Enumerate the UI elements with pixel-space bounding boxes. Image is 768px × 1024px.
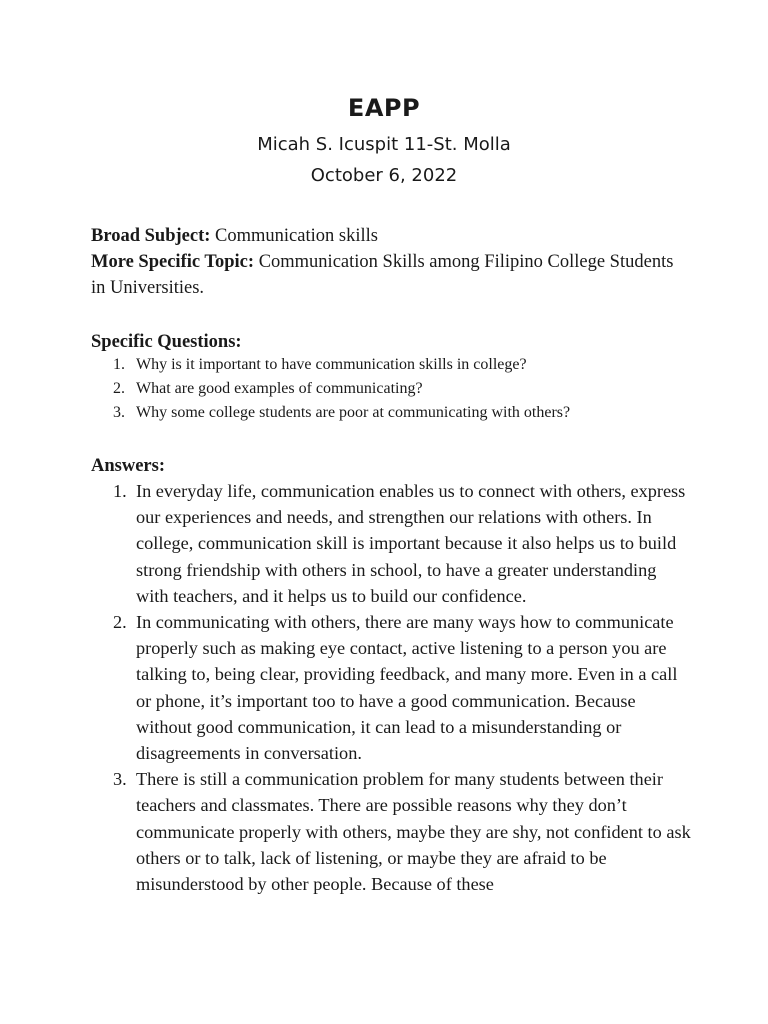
- broad-subject-label: Broad Subject:: [91, 226, 211, 246]
- document-title: EAPP: [347, 94, 421, 122]
- question-item: [91, 401, 691, 425]
- specific-topic-label: More Specific Topic:: [91, 252, 255, 272]
- answers-list: [91, 478, 691, 897]
- answers-heading: Answers:: [91, 456, 165, 476]
- broad-subject-value: Communication skills: [215, 226, 378, 246]
- question-text: Why is it important to have communication skills in college?: [136, 356, 527, 373]
- specific-topic-line: [91, 249, 691, 301]
- question-text: Why some college students are poor at communicating with others?: [136, 404, 571, 421]
- questions-list: [91, 353, 691, 425]
- answer-number: 2.: [113, 612, 127, 633]
- question-number: 3.: [113, 404, 125, 421]
- specific-topic-value: Communication Skills among Filipino College Students in Universities.: [91, 252, 674, 298]
- answer-item: [91, 609, 691, 766]
- question-item: [91, 377, 691, 401]
- answer-item: [91, 478, 691, 609]
- author-line: Micah S. Icuspit 11-St. Molla: [257, 134, 511, 155]
- question-number: 2.: [113, 380, 125, 397]
- question-item: [91, 353, 691, 377]
- question-number: 1.: [113, 356, 125, 373]
- answer-item: [91, 766, 691, 897]
- answer-number: 3.: [113, 769, 127, 790]
- answer-text: There is still a communication problem for many students between their teachers and classmates. There are possible reasons why they don’t communicate properly with others, maybe they are shy, not confident to ask others or to talk, lack of listening, or maybe they are afraid to be misunderstood by other people. Because of these: [136, 769, 691, 895]
- answer-text: In communicating with others, there are many ways how to communicate properly such as making eye contact, active listening to a person you are talking to, being clear, providing feedback, and many more. Even in a call or phone, it’s important too to have a good communication. Because without good communication, it can lead to a misunderstanding or disagreements in conversation.: [136, 612, 678, 764]
- answer-text: In everyday life, communication enables us to connect with others, express our experiences and needs, and strengthen our relations with others. In college, communication skill is important because it also helps us to build strong friendship with others in school, to have a greater understanding with teachers, and it helps us to build our confidence.: [136, 481, 686, 606]
- answer-number: 1.: [113, 481, 127, 501]
- question-text: What are good examples of communicating?: [136, 380, 423, 397]
- questions-heading: Specific Questions:: [91, 332, 242, 352]
- subject-block: [91, 223, 691, 301]
- document-date: October 6, 2022: [310, 165, 458, 186]
- broad-subject-line: [91, 223, 691, 249]
